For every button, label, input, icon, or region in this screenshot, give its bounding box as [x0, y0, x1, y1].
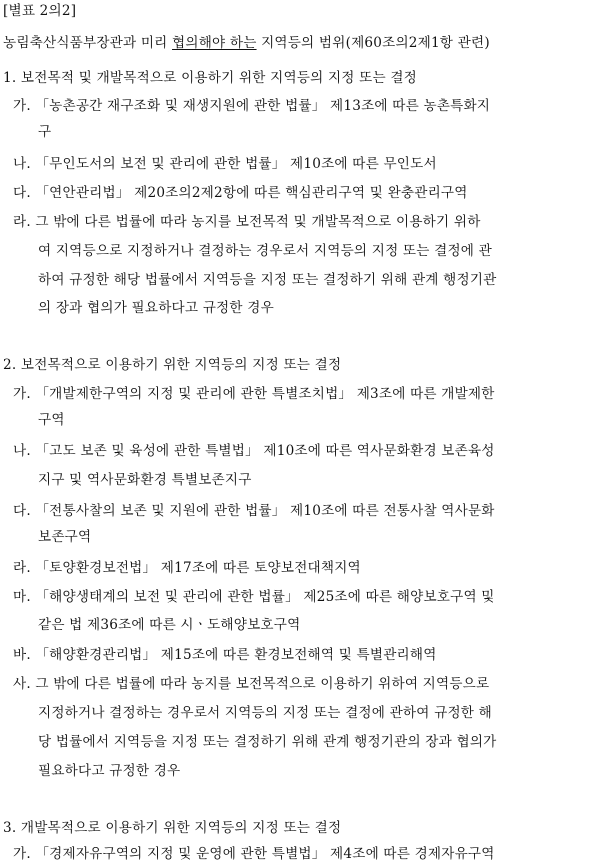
section-1-item-ra-line-1: 라. 그 밖에 다른 법률에 따라 농지를 보전목적 및 개발목적으로 이용하기 위하 [13, 214, 481, 230]
title-text-before: 농림축산식품부장관과 미리 [3, 35, 173, 51]
section-1-item-ga-line-1: 가. 「농촌공간 재구조화 및 재생지원에 관한 법률」 제13조에 따른 농촌특화지 [13, 98, 491, 114]
section-1-item-ra-line-3: 하여 규정한 해당 법률에서 지역등을 지정 또는 결정하기 위해 관계 행정기관 [38, 272, 497, 288]
section-2-item-sa-line-2: 지정하거나 결정하는 경우로서 지역등의 지정 또는 결정에 관하여 규정한 해 [38, 705, 492, 721]
document-title [3, 34, 490, 52]
section-2-item-sa-line-1: 사. 그 밖에 다른 법률에 따라 농지를 보전목적으로 이용하기 위하여 지역등으로 [13, 676, 490, 692]
section-1-item-ra-line-2: 여 지역등으로 지정하거나 결정하는 경우로서 지역등의 지정 또는 결정에 관 [38, 243, 492, 259]
section-2-item-ga-line-1: 가. 「개발제한구역의 지정 및 관리에 관한 특별조치법」 제3조에 따른 개발제한 [13, 386, 495, 402]
section-3-heading: 3. 개발목적으로 이용하기 위한 지역등의 지정 또는 결정 [3, 820, 342, 836]
section-2-item-ga-line-2: 구역 [38, 412, 65, 428]
section-3-item-ga: 가. 「경제자유구역의 지정 및 운영에 관한 특별법」 제4조에 따른 경제자유구역 [13, 846, 495, 862]
section-1-item-na: 나. 「무인도서의 보전 및 관리에 관한 법률」 제10조에 따른 무인도서 [13, 156, 437, 172]
title-text-after: 지역등의 범위(제60조의2제1항 관련) [256, 35, 490, 51]
section-2-item-ba: 바. 「해양환경관리법」 제15조에 따른 환경보전해역 및 특별관리해역 [13, 647, 437, 663]
title-text-underlined: 협의해야 하는 [172, 35, 257, 51]
annex-label: [별표 2의2] [3, 3, 77, 19]
section-2-item-na-line-2: 지구 및 역사문화환경 특별보존지구 [38, 472, 252, 488]
section-1-heading: 1. 보전목적 및 개발목적으로 이용하기 위한 지역등의 지정 또는 결정 [3, 70, 418, 86]
section-2-item-da-line-1: 다. 「전통사찰의 보존 및 지원에 관한 법률」 제10조에 따른 전통사찰 역사문화 [13, 503, 495, 519]
section-1-item-da: 다. 「연안관리법」 제20조의2제2항에 따른 핵심관리구역 및 완충관리구역 [13, 185, 468, 201]
section-2-item-na-line-1: 나. 「고도 보존 및 육성에 관한 특별법」 제10조에 따른 역사문화환경 보존육성 [13, 443, 495, 459]
section-2-item-ra: 라. 「토양환경보전법」 제17조에 따른 토양보전대책지역 [13, 560, 361, 576]
section-2-item-da-line-2: 보존구역 [38, 529, 92, 545]
section-1-item-ga-line-2: 구 [38, 124, 52, 140]
section-2-item-ma-line-2: 같은 법 제36조에 따른 시ㆍ도해양보호구역 [38, 617, 301, 633]
section-2-item-sa-line-4: 필요하다고 규정한 경우 [38, 763, 181, 779]
section-2-item-ma-line-1: 마. 「해양생태계의 보전 및 관리에 관한 법률」 제25조에 따른 해양보호구역 및 [13, 589, 495, 605]
section-2-heading: 2. 보전목적으로 이용하기 위한 지역등의 지정 또는 결정 [3, 357, 342, 373]
section-2-item-sa-line-3: 당 법률에서 지역등을 지정 또는 결정하기 위해 관계 행정기관의 장과 협의가 [38, 734, 497, 750]
section-1-item-ra-line-4: 의 장과 협의가 필요하다고 규정한 경우 [38, 300, 274, 316]
